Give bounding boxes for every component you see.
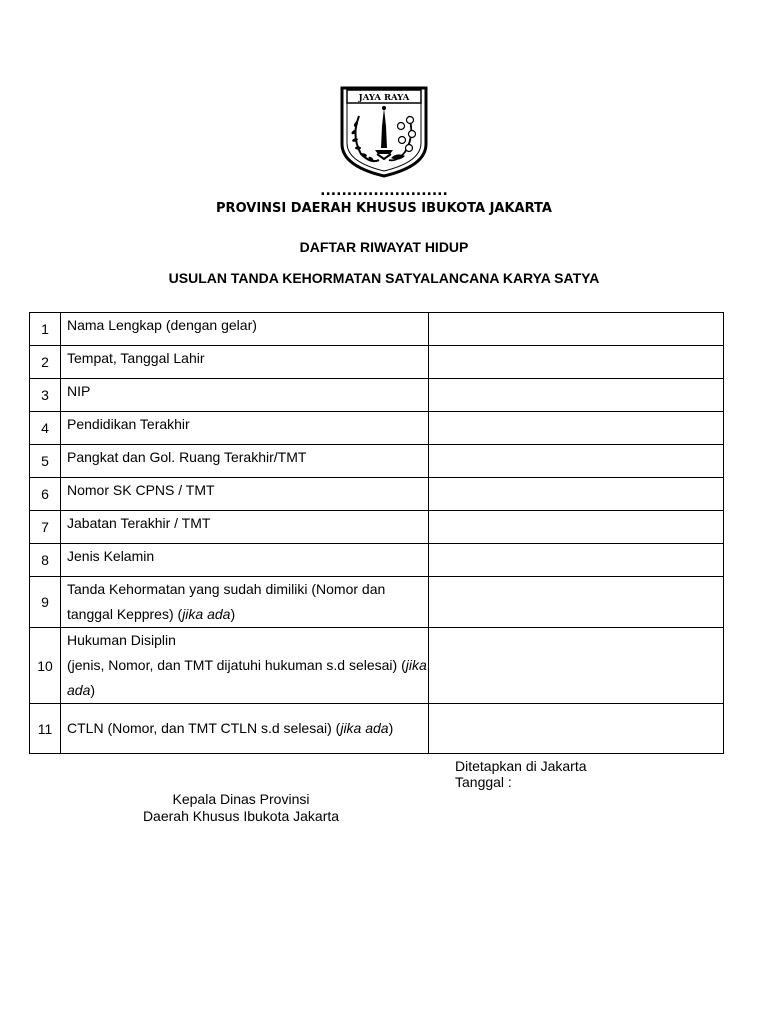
row-value[interactable] <box>429 511 724 544</box>
row-label: Tempat, Tanggal Lahir <box>61 346 429 379</box>
row-label <box>61 704 429 754</box>
row-value[interactable] <box>429 379 724 412</box>
province-heading: PROVINSI DAERAH KHUSUS IBUKOTA JAKARTA <box>216 201 552 216</box>
row-label-text: CTLN (Nomor, dan TMT CTLN s.d selesai) ( <box>67 720 341 736</box>
document-subtitle: USULAN TANDA KEHORMATAN SATYALANCANA KARYA SATYA <box>168 270 600 286</box>
row-label <box>61 577 429 628</box>
row-label <box>61 628 429 704</box>
logo-text: JAYA RAYA <box>358 93 410 103</box>
row-label: Nomor SK CPNS / TMT <box>61 478 429 511</box>
row-label-text: ) <box>388 720 394 736</box>
document-title: DAFTAR RIWAYAT HIDUP <box>299 239 469 255</box>
table-row <box>30 704 724 754</box>
table-row <box>30 544 724 577</box>
row-value[interactable] <box>429 577 724 628</box>
row-value[interactable] <box>429 704 724 754</box>
row-number: 2 <box>30 346 61 379</box>
row-value[interactable] <box>429 628 724 704</box>
biodata-table <box>29 312 724 754</box>
row-label-text: (jenis, Nomor, dan TMT dijatuhi hukuman s.d selesai) ( <box>67 657 406 673</box>
row-number: 11 <box>30 704 61 754</box>
signature-place: Ditetapkan di Jakarta <box>455 758 587 774</box>
row-number: 5 <box>30 445 61 478</box>
row-number: 6 <box>30 478 61 511</box>
row-number: 1 <box>30 313 61 346</box>
row-label: Pangkat dan Gol. Ruang Terakhir/TMT <box>61 445 429 478</box>
row-value[interactable] <box>429 544 724 577</box>
table-row <box>30 346 724 379</box>
row-label-text: ) <box>230 606 236 622</box>
row-label-italic: jika ada <box>340 720 389 736</box>
official-title-line1: Kepala Dinas Provinsi <box>172 791 310 807</box>
table-row <box>30 379 724 412</box>
table-row <box>30 577 724 628</box>
row-value[interactable] <box>429 445 724 478</box>
table-row <box>30 478 724 511</box>
row-label-heading: Hukuman Disiplin <box>67 632 176 648</box>
signing-official <box>133 791 349 825</box>
signature-place-date <box>455 758 587 790</box>
row-label-text: Tanda Kehormatan yang sudah dimiliki (Nomor dan tanggal Keppres) ( <box>67 581 386 622</box>
table-row <box>30 511 724 544</box>
row-label-italic: jika ada <box>67 657 427 698</box>
row-label: Jabatan Terakhir / TMT <box>61 511 429 544</box>
row-value[interactable] <box>429 412 724 445</box>
row-label-italic: jika ada <box>182 606 231 622</box>
row-label: Pendidikan Terakhir <box>61 412 429 445</box>
table-row <box>30 313 724 346</box>
row-value[interactable] <box>429 313 724 346</box>
official-title-line2: Daerah Khusus Ibukota Jakarta <box>142 808 340 824</box>
row-number: 10 <box>30 628 61 704</box>
row-label: Jenis Kelamin <box>61 544 429 577</box>
row-number: 7 <box>30 511 61 544</box>
row-number: 4 <box>30 412 61 445</box>
row-label: NIP <box>61 379 429 412</box>
table-row <box>30 445 724 478</box>
jakarta-emblem-logo <box>339 86 429 178</box>
row-value[interactable] <box>429 346 724 379</box>
row-number: 9 <box>30 577 61 628</box>
row-label: Nama Lengkap (dengan gelar) <box>61 313 429 346</box>
row-value[interactable] <box>429 478 724 511</box>
table-row <box>30 412 724 445</box>
signature-date-label: Tanggal : <box>455 774 512 790</box>
row-label-text: ) <box>90 682 96 698</box>
org-unit-placeholder: ........................ <box>320 183 448 199</box>
table-row <box>30 628 724 704</box>
row-number: 3 <box>30 379 61 412</box>
row-number: 8 <box>30 544 61 577</box>
